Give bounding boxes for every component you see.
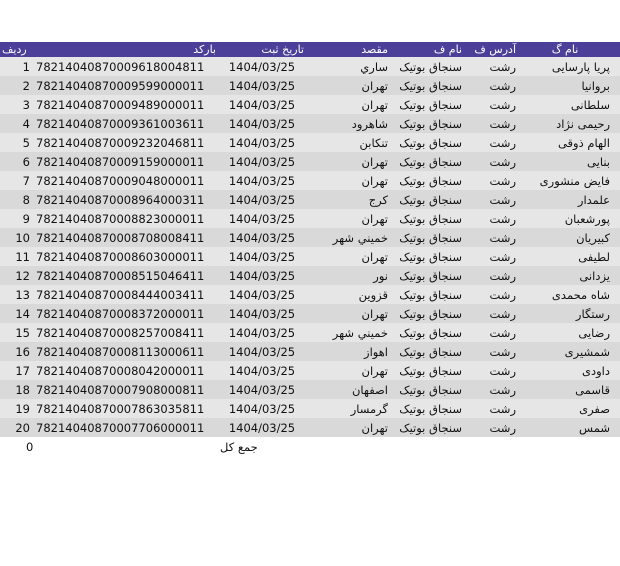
- cell-barcode: 78214040870008257008411: [32, 323, 218, 342]
- cell-barcode: 78214040870008708008411: [32, 228, 218, 247]
- cell-date: 1404/03/25: [218, 114, 306, 133]
- cell-row-number: 19: [0, 399, 32, 418]
- cell-barcode: 78214040870009159000011: [32, 152, 218, 171]
- cell-date: 1404/03/25: [218, 418, 306, 437]
- cell-destination: اصفهان: [306, 380, 390, 399]
- cell-receiver: یزدانی: [518, 266, 620, 285]
- cell-barcode: 78214040870008444003411: [32, 285, 218, 304]
- cell-receiver: شمس: [518, 418, 620, 437]
- cell-destination: شاهرود: [306, 114, 390, 133]
- cell-receiver: رحیمی نژاد: [518, 114, 620, 133]
- cell-destination: تنكابن: [306, 133, 390, 152]
- table-row: [0, 95, 620, 114]
- cell-receiver: بنایی: [518, 152, 620, 171]
- cell-barcode: 78214040870009489000011: [32, 95, 218, 114]
- cell-address: رشت: [464, 152, 518, 171]
- cell-receiver: بروانیا: [518, 76, 620, 95]
- header-date: تاریخ ثبت: [218, 42, 306, 57]
- cell-date: 1404/03/25: [218, 57, 306, 76]
- cell-receiver: رضایی: [518, 323, 620, 342]
- cell-sender: سنجاق بوتیک: [390, 76, 464, 95]
- cell-address: رشت: [464, 266, 518, 285]
- cell-barcode: 78214040870009618004811: [32, 57, 218, 76]
- cell-destination: کرج: [306, 190, 390, 209]
- table-body: [0, 57, 620, 437]
- cell-barcode: 78214040870009048000011: [32, 171, 218, 190]
- cell-sender: سنجاق بوتیک: [390, 418, 464, 437]
- cell-barcode: 78214040870009232046811: [32, 133, 218, 152]
- cell-destination: اهواز: [306, 342, 390, 361]
- cell-receiver: پریا پارسایی: [518, 57, 620, 76]
- table-row: [0, 114, 620, 133]
- cell-destination: تهران: [306, 247, 390, 266]
- cell-address: رشت: [464, 399, 518, 418]
- total-row: [0, 437, 620, 456]
- cell-address: رشت: [464, 209, 518, 228]
- cell-address: رشت: [464, 95, 518, 114]
- table-row: [0, 399, 620, 418]
- cell-sender: سنجاق بوتیک: [390, 266, 464, 285]
- cell-barcode: 78214040870009599000011: [32, 76, 218, 95]
- cell-destination: ساري: [306, 57, 390, 76]
- report-sheet: [0, 42, 610, 456]
- cell-row-number: 5: [0, 133, 32, 152]
- cell-destination: نور: [306, 266, 390, 285]
- cell-destination: تهران: [306, 95, 390, 114]
- header-sender: نام ف: [390, 42, 464, 57]
- cell-row-number: 12: [0, 266, 32, 285]
- header-destination: مقصد: [306, 42, 390, 57]
- cell-address: رشت: [464, 190, 518, 209]
- table-row: [0, 285, 620, 304]
- cell-sender: سنجاق بوتیک: [390, 323, 464, 342]
- table-row: [0, 361, 620, 380]
- cell-date: 1404/03/25: [218, 171, 306, 190]
- cell-row-number: 8: [0, 190, 32, 209]
- table-row: [0, 76, 620, 95]
- cell-barcode: 78214040870009361003611: [32, 114, 218, 133]
- cell-row-number: 7: [0, 171, 32, 190]
- table-row: [0, 228, 620, 247]
- header-row: [0, 42, 620, 57]
- cell-row-number: 10: [0, 228, 32, 247]
- cell-sender: سنجاق بوتیک: [390, 304, 464, 323]
- cell-receiver: شمشیری: [518, 342, 620, 361]
- cell-sender: سنجاق بوتیک: [390, 171, 464, 190]
- cell-date: 1404/03/25: [218, 76, 306, 95]
- cell-row-number: 9: [0, 209, 32, 228]
- cell-address: رشت: [464, 285, 518, 304]
- table-footer: [0, 437, 620, 456]
- cell-receiver: پورشعبان: [518, 209, 620, 228]
- cell-row-number: 1: [0, 57, 32, 76]
- table-row: [0, 323, 620, 342]
- cell-date: 1404/03/25: [218, 152, 306, 171]
- cell-sender: سنجاق بوتیک: [390, 209, 464, 228]
- cell-date: 1404/03/25: [218, 285, 306, 304]
- cell-barcode: 78214040870008603000011: [32, 247, 218, 266]
- cell-address: رشت: [464, 323, 518, 342]
- table-row: [0, 247, 620, 266]
- cell-receiver: قاسمی: [518, 380, 620, 399]
- cell-destination: قزوين: [306, 285, 390, 304]
- cell-sender: سنجاق بوتیک: [390, 133, 464, 152]
- header-address: آدرس ف: [464, 42, 518, 57]
- cell-row-number: 4: [0, 114, 32, 133]
- cell-date: 1404/03/25: [218, 304, 306, 323]
- table-row: [0, 342, 620, 361]
- cell-address: رشت: [464, 380, 518, 399]
- table-row: [0, 171, 620, 190]
- cell-date: 1404/03/25: [218, 323, 306, 342]
- table-row: [0, 380, 620, 399]
- cell-date: 1404/03/25: [218, 361, 306, 380]
- cell-receiver: الهام ذوقی: [518, 133, 620, 152]
- shipments-table: [0, 42, 620, 456]
- cell-destination: تهران: [306, 152, 390, 171]
- cell-receiver: لطیفی: [518, 247, 620, 266]
- cell-date: 1404/03/25: [218, 133, 306, 152]
- cell-row-number: 11: [0, 247, 32, 266]
- cell-date: 1404/03/25: [218, 342, 306, 361]
- cell-address: رشت: [464, 57, 518, 76]
- cell-address: رشت: [464, 247, 518, 266]
- cell-barcode: 78214040870008372000011: [32, 304, 218, 323]
- cell-address: رشت: [464, 342, 518, 361]
- cell-row-number: 2: [0, 76, 32, 95]
- cell-address: رشت: [464, 114, 518, 133]
- cell-destination: گرمسار: [306, 399, 390, 418]
- cell-row-number: 15: [0, 323, 32, 342]
- cell-sender: سنجاق بوتیک: [390, 57, 464, 76]
- cell-sender: سنجاق بوتیک: [390, 361, 464, 380]
- cell-date: 1404/03/25: [218, 399, 306, 418]
- cell-destination: تهران: [306, 304, 390, 323]
- cell-date: 1404/03/25: [218, 247, 306, 266]
- total-value: 0: [0, 437, 218, 456]
- cell-sender: سنجاق بوتیک: [390, 152, 464, 171]
- cell-destination: تهران: [306, 171, 390, 190]
- cell-destination: تهران: [306, 76, 390, 95]
- cell-address: رشت: [464, 228, 518, 247]
- cell-receiver: شاه محمدی: [518, 285, 620, 304]
- cell-row-number: 14: [0, 304, 32, 323]
- cell-sender: سنجاق بوتیک: [390, 399, 464, 418]
- table-row: [0, 304, 620, 323]
- cell-barcode: 78214040870008823000011: [32, 209, 218, 228]
- cell-receiver: صفری: [518, 399, 620, 418]
- cell-sender: سنجاق بوتیک: [390, 228, 464, 247]
- header-barcode: بارکد: [32, 42, 218, 57]
- cell-sender: سنجاق بوتیک: [390, 95, 464, 114]
- cell-sender: سنجاق بوتیک: [390, 380, 464, 399]
- cell-date: 1404/03/25: [218, 209, 306, 228]
- cell-sender: سنجاق بوتیک: [390, 247, 464, 266]
- cell-row-number: 17: [0, 361, 32, 380]
- cell-address: رشت: [464, 171, 518, 190]
- table-header: [0, 42, 620, 57]
- cell-date: 1404/03/25: [218, 380, 306, 399]
- table-row: [0, 209, 620, 228]
- cell-address: رشت: [464, 418, 518, 437]
- cell-date: 1404/03/25: [218, 95, 306, 114]
- cell-row-number: 16: [0, 342, 32, 361]
- cell-receiver: داودی: [518, 361, 620, 380]
- cell-row-number: 18: [0, 380, 32, 399]
- cell-destination: خميني شهر: [306, 228, 390, 247]
- total-filler: [306, 437, 620, 456]
- cell-sender: سنجاق بوتیک: [390, 190, 464, 209]
- table-row: [0, 190, 620, 209]
- cell-date: 1404/03/25: [218, 228, 306, 247]
- cell-barcode: 78214040870007908000811: [32, 380, 218, 399]
- cell-barcode: 78214040870008515046411: [32, 266, 218, 285]
- cell-receiver: رستگار: [518, 304, 620, 323]
- cell-address: رشت: [464, 76, 518, 95]
- table-row: [0, 266, 620, 285]
- cell-row-number: 20: [0, 418, 32, 437]
- cell-sender: سنجاق بوتیک: [390, 285, 464, 304]
- cell-destination: تهران: [306, 361, 390, 380]
- cell-receiver: سلطانی: [518, 95, 620, 114]
- cell-address: رشت: [464, 133, 518, 152]
- cell-sender: سنجاق بوتیک: [390, 342, 464, 361]
- cell-barcode: 78214040870008113000611: [32, 342, 218, 361]
- cell-barcode: 78214040870007706000011: [32, 418, 218, 437]
- cell-date: 1404/03/25: [218, 266, 306, 285]
- cell-receiver: علمدار: [518, 190, 620, 209]
- table-row: [0, 418, 620, 437]
- cell-destination: تهران: [306, 209, 390, 228]
- cell-destination: خميني شهر: [306, 323, 390, 342]
- cell-receiver: فایض منشوری: [518, 171, 620, 190]
- total-label: جمع کل: [218, 437, 306, 456]
- cell-date: 1404/03/25: [218, 190, 306, 209]
- cell-barcode: 78214040870007863035811: [32, 399, 218, 418]
- cell-destination: تهران: [306, 418, 390, 437]
- cell-row-number: 6: [0, 152, 32, 171]
- table-row: [0, 133, 620, 152]
- cell-address: رشت: [464, 304, 518, 323]
- cell-receiver: کبیریان: [518, 228, 620, 247]
- cell-sender: سنجاق بوتیک: [390, 114, 464, 133]
- cell-barcode: 78214040870008042000011: [32, 361, 218, 380]
- cell-address: رشت: [464, 361, 518, 380]
- table-row: [0, 152, 620, 171]
- header-row-number: ردیف: [0, 42, 32, 57]
- cell-row-number: 13: [0, 285, 32, 304]
- table-row: [0, 57, 620, 76]
- cell-barcode: 78214040870008964000311: [32, 190, 218, 209]
- header-receiver: نام گ: [518, 42, 620, 57]
- cell-row-number: 3: [0, 95, 32, 114]
